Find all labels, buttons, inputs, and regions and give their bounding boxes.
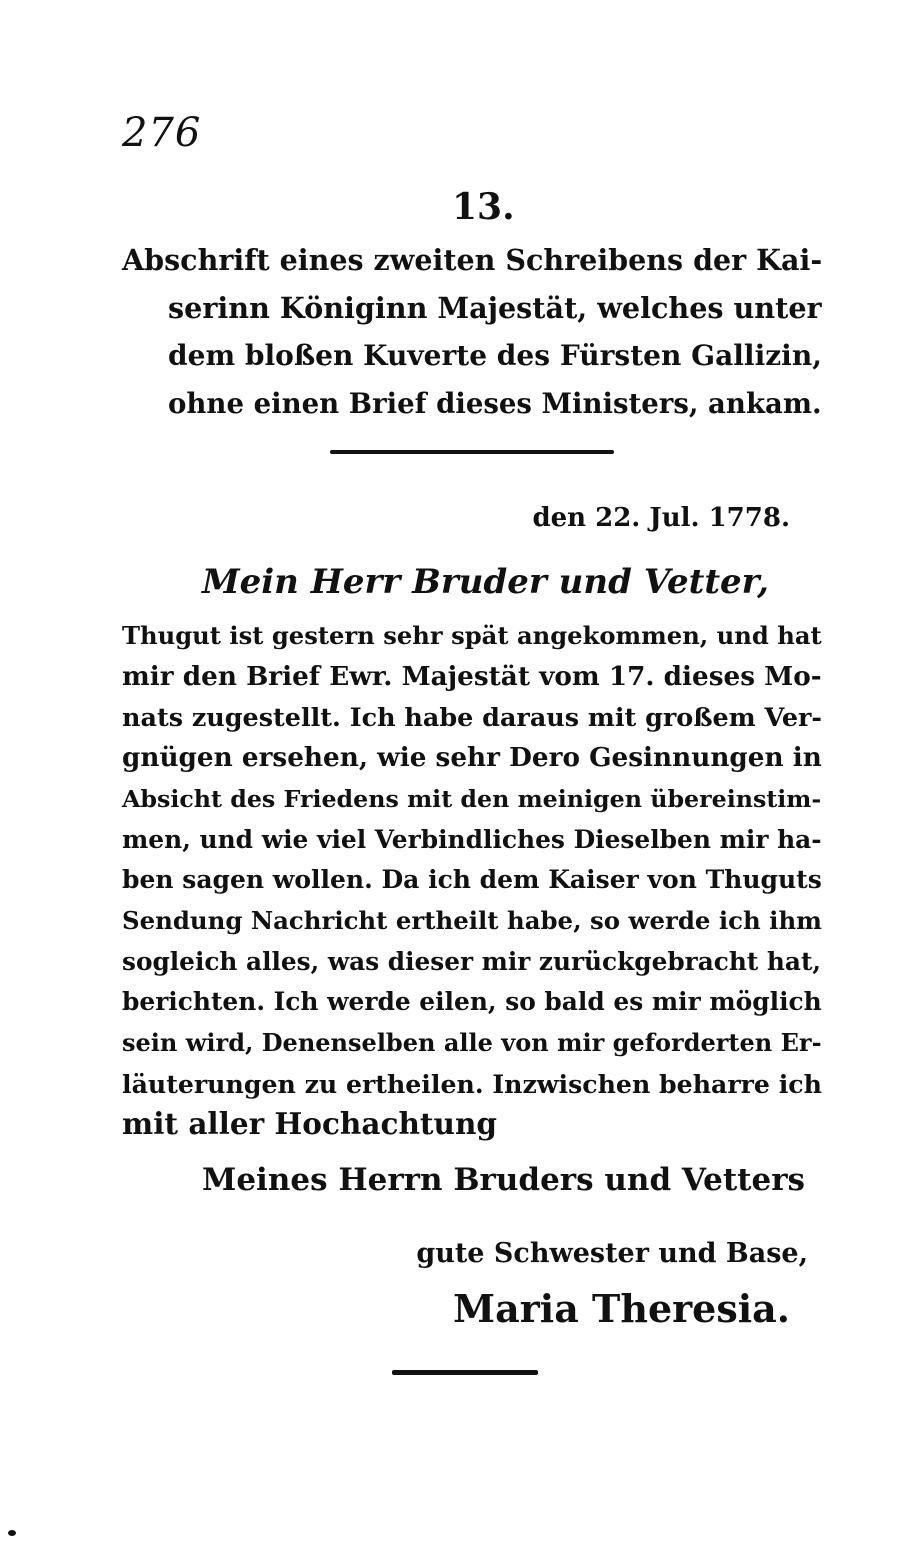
- margin-ink-mark: [8, 1530, 16, 1536]
- bottom-divider-rule: [392, 1370, 538, 1375]
- letter-date: den 22. Jul. 1778.: [532, 503, 790, 533]
- heading-line: serinn Königinn Majestät, welches unter: [168, 291, 822, 325]
- heading-line: ohne einen Brief dieses Ministers, ankam.: [168, 387, 822, 420]
- letter-salutation: Mein Herr Bruder und Vetter,: [202, 562, 769, 602]
- heading-line: dem bloßen Kuverte des Fürsten Gallizin,: [168, 339, 822, 372]
- body-line: mit aller Hochachtung: [122, 1106, 498, 1142]
- body-line: men, und wie viel Verbindliches Dieselben mir ha-: [122, 824, 822, 854]
- top-divider-rule: [330, 450, 614, 454]
- letter-signature: Maria Theresia.: [453, 1286, 790, 1331]
- body-line: sein wird, Denenselben alle von mir geforderten Er-: [122, 1028, 822, 1058]
- body-line: sogleich alles, was dieser mir zurückgebracht hat,: [122, 946, 822, 976]
- body-line: ben sagen wollen. Da ich dem Kaiser von Thuguts: [122, 865, 822, 895]
- body-line: berichten. Ich werde eilen, so bald es mir möglich: [122, 987, 822, 1017]
- letter-closing: Meines Herrn Bruders und Vetters: [202, 1162, 806, 1198]
- body-line: gnügen ersehen, wie sehr Dero Gesinnungen in: [122, 742, 822, 774]
- document-heading: [122, 236, 822, 428]
- letter-sign-line: gute Schwester und Base,: [416, 1238, 808, 1269]
- section-number: 13.: [452, 186, 515, 228]
- body-line: nats zugestellt. Ich habe daraus mit großem Ver-: [122, 702, 822, 733]
- body-line: Thugut ist gestern sehr spät angekommen, und hat: [122, 621, 822, 650]
- body-line: mir den Brief Ewr. Majestät vom 17. dieses Mo-: [122, 660, 822, 692]
- body-line: Absicht des Friedens mit den meinigen übereinstim-: [122, 784, 822, 813]
- page-number: 276: [122, 110, 202, 156]
- body-line: läuterungen zu ertheilen. Inzwischen beharre ich: [122, 1068, 822, 1099]
- letter-body: [122, 616, 822, 1145]
- body-line: Sendung Nachricht ertheilt habe, so werde ich ihm: [122, 905, 822, 935]
- heading-line: Abschrift eines zweiten Schreibens der Kai-: [122, 243, 823, 277]
